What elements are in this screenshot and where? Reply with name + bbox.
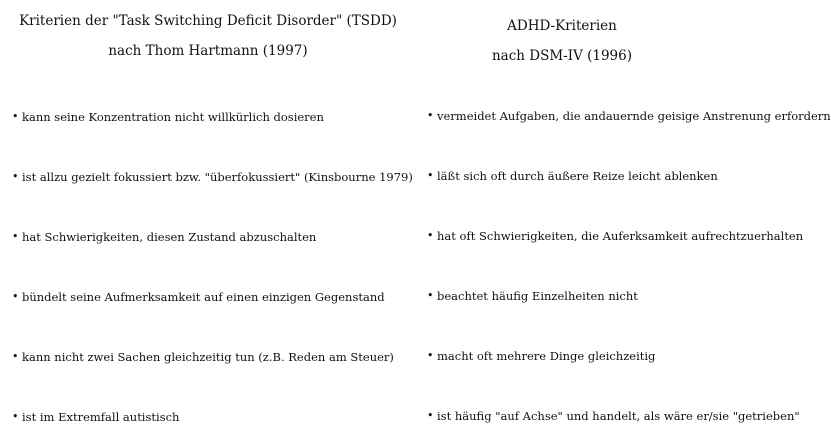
tsdd-criterion-text: bündelt seine Aufmerksamkeit auf einen einzigen Gegenstand xyxy=(22,290,385,304)
tsdd-criterion-text: ist allzu gezielt fokussiert bzw. "überfokussiert" (Kinsbourne 1979) xyxy=(22,170,413,184)
bullet-icon: • xyxy=(427,349,434,362)
bullet-icon: • xyxy=(12,410,19,423)
adhd-criterion xyxy=(427,109,831,123)
bullet-icon: • xyxy=(427,409,434,422)
adhd-criterion-text: macht oft mehrere Dinge gleichzeitig xyxy=(437,349,656,363)
adhd-criterion-text: vermeidet Aufgaben, die andauernde geisige Anstrenung erfordern xyxy=(437,109,831,123)
bullet-icon: • xyxy=(12,230,19,243)
bullet-icon: • xyxy=(427,229,434,242)
bullet-icon: • xyxy=(12,170,19,183)
tsdd-criterion xyxy=(12,230,316,244)
adhd-criterion-text: hat oft Schwierigkeiten, die Auferksamkeit aufrechtzuerhalten xyxy=(437,229,804,243)
tsdd-criterion xyxy=(12,170,413,184)
tsdd-criterion-text: kann seine Konzentration nicht willkürlich dosieren xyxy=(22,110,324,124)
tsdd-criterion xyxy=(12,350,394,364)
tsdd-criterion xyxy=(12,410,179,424)
tsdd-criterion-text: kann nicht zwei Sachen gleichzeitig tun (z.B. Reden am Steuer) xyxy=(22,350,394,364)
adhd-criterion xyxy=(427,229,803,243)
adhd-title: ADHD-Kriterien xyxy=(507,18,617,34)
adhd-criterion-text: läßt sich oft durch äußere Reize leicht ablenken xyxy=(437,169,718,183)
adhd-criterion xyxy=(427,409,800,423)
tsdd-criterion-text: ist im Extremfall autistisch xyxy=(22,410,180,424)
tsdd-title: Kriterien der "Task Switching Deficit Disorder" (TSDD) xyxy=(19,13,397,29)
bullet-icon: • xyxy=(12,290,19,303)
bullet-icon: • xyxy=(12,110,19,123)
adhd-criterion-text: beachtet häufig Einzelheiten nicht xyxy=(437,289,638,303)
adhd-subtitle: nach DSM-IV (1996) xyxy=(491,48,632,64)
bullet-icon: • xyxy=(12,350,19,363)
bullet-icon: • xyxy=(427,169,434,182)
tsdd-criterion xyxy=(12,290,385,304)
tsdd-criterion-text: hat Schwierigkeiten, diesen Zustand abzuschalten xyxy=(22,230,317,244)
tsdd-subtitle: nach Thom Hartmann (1997) xyxy=(108,43,308,59)
bullet-icon: • xyxy=(427,289,434,302)
tsdd-criterion xyxy=(12,110,324,124)
adhd-criterion-text: ist häufig "auf Achse" und handelt, als wäre er/sie "getrieben" xyxy=(437,409,800,423)
adhd-criterion xyxy=(427,349,655,363)
tsdd-heading xyxy=(0,6,416,66)
adhd-heading xyxy=(410,11,714,71)
adhd-criterion xyxy=(427,169,718,183)
bullet-icon: • xyxy=(427,109,434,122)
adhd-criterion xyxy=(427,289,638,303)
